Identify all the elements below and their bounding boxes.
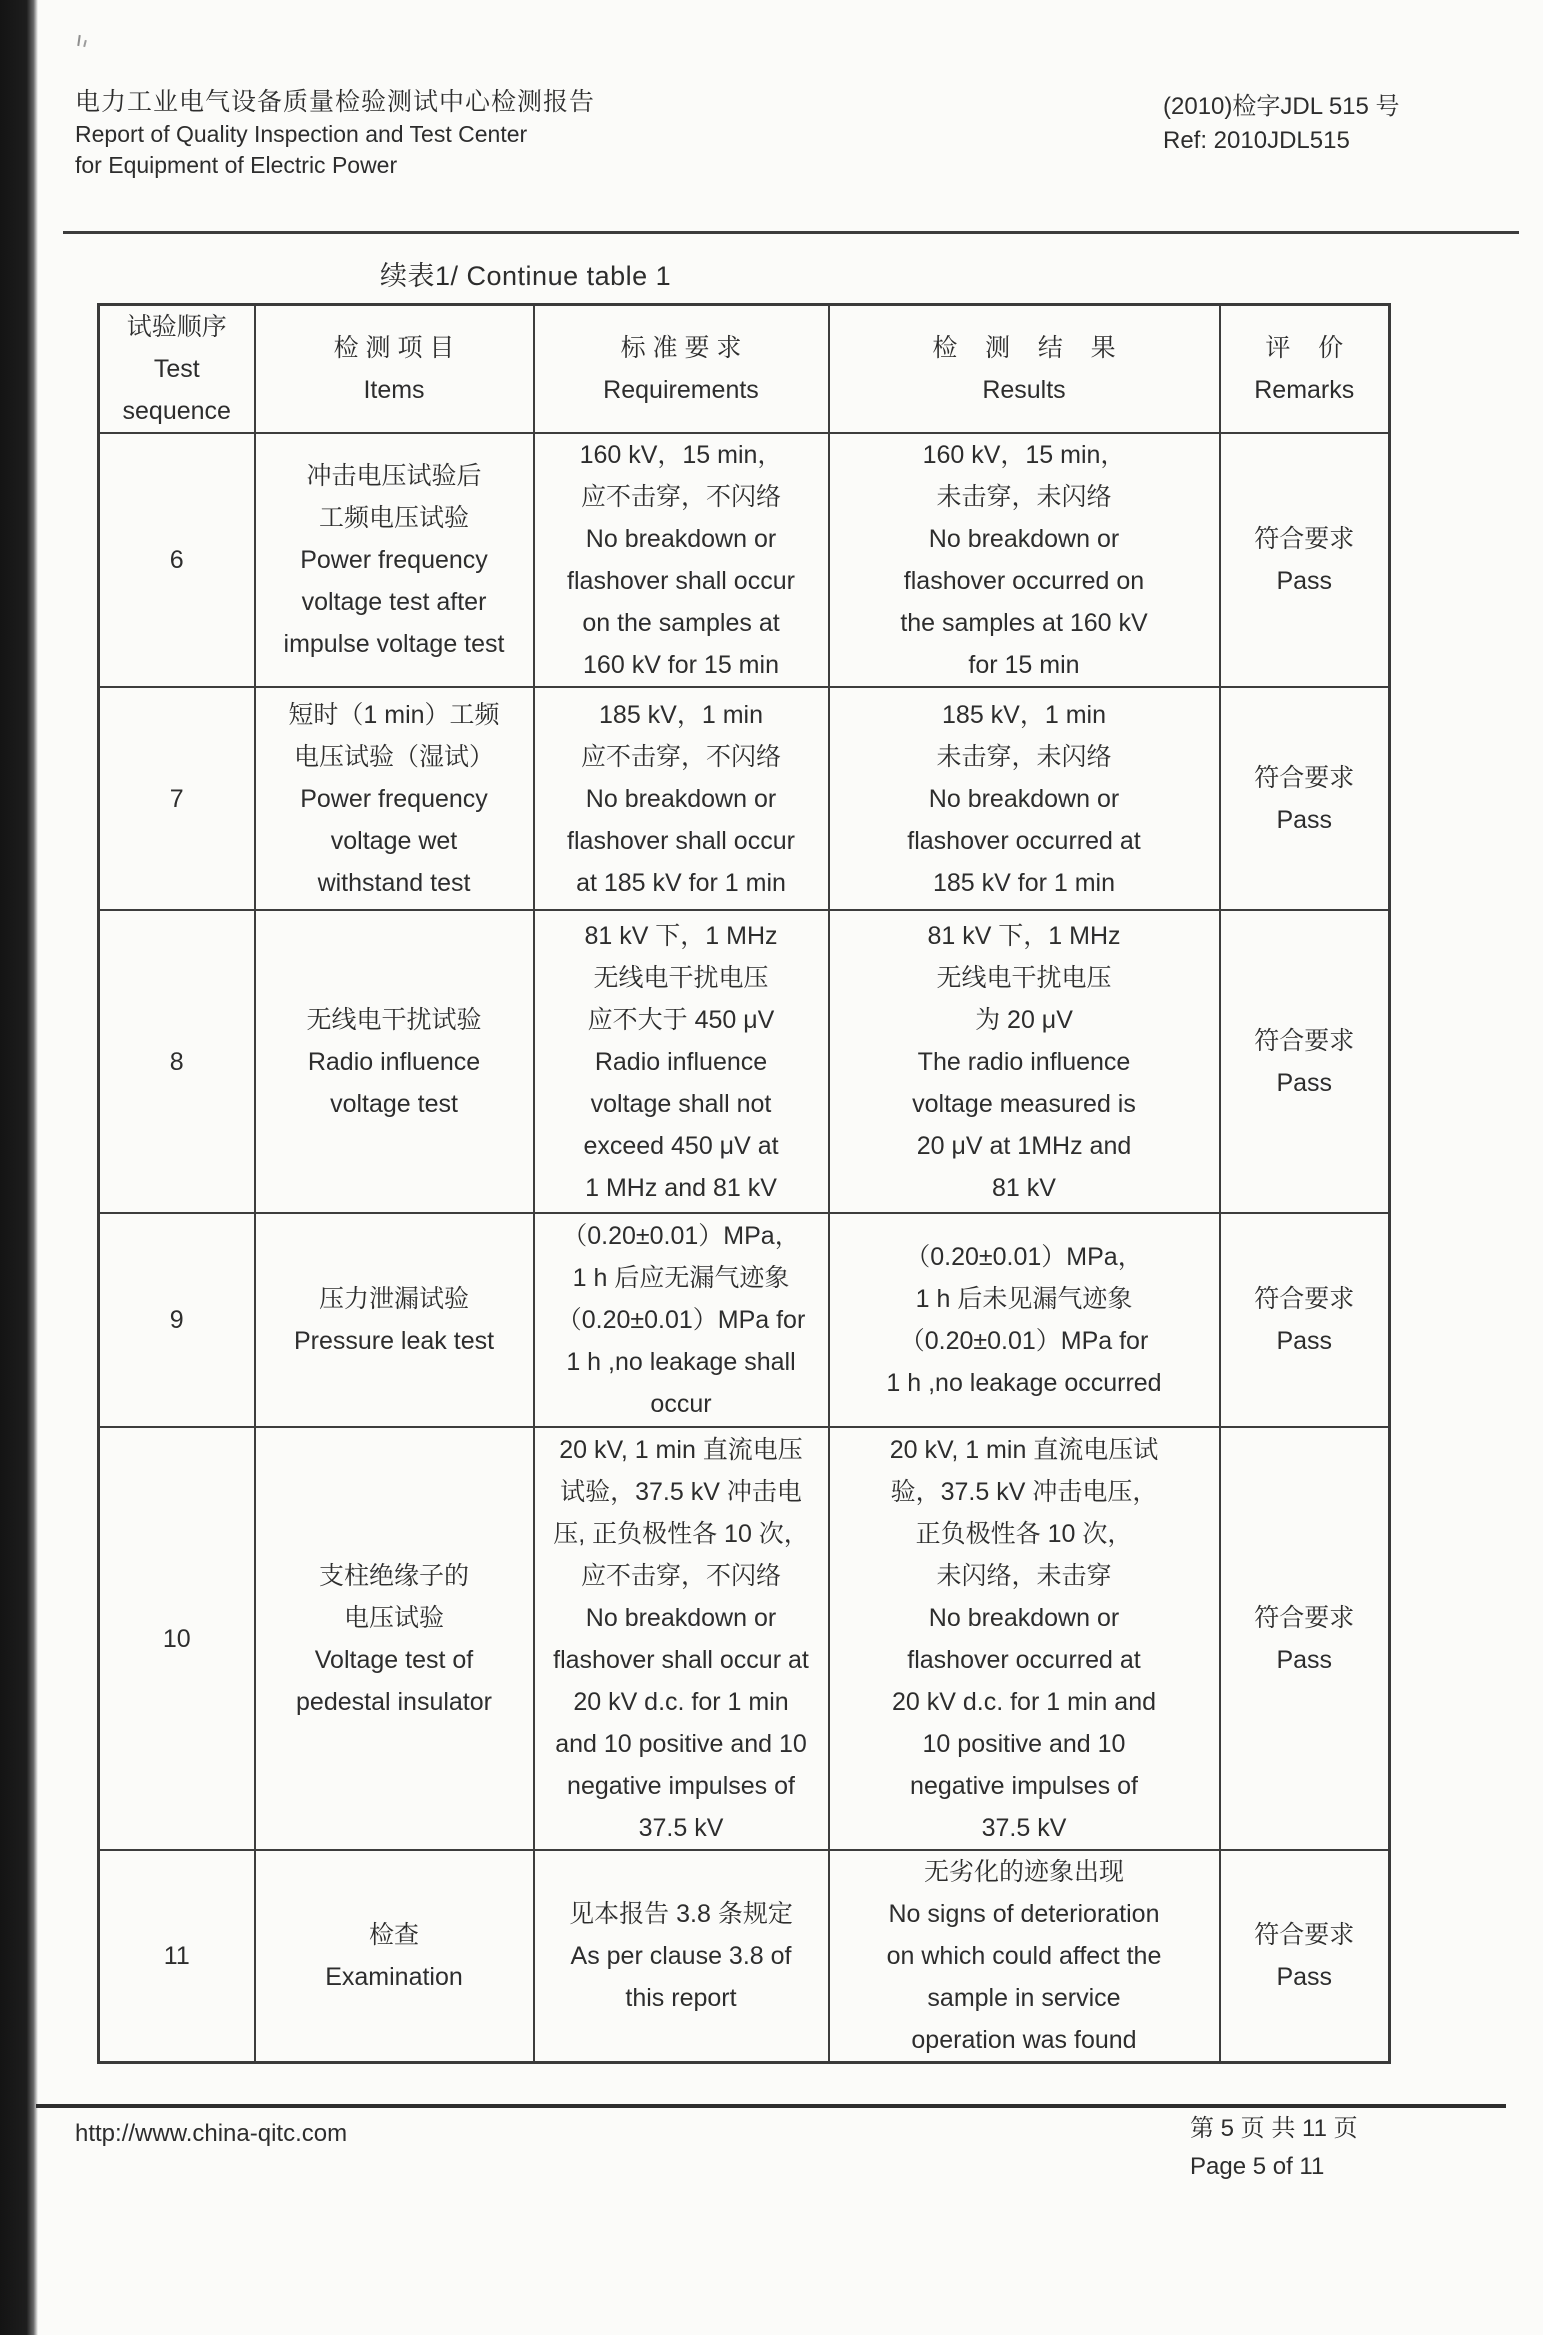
ref-number-zh: (2010)检字JDL 515 号 [1163,93,1400,120]
cell-line: voltage shall not [590,1089,772,1118]
cell-line: negative impulses of [910,1771,1138,1800]
cell-line: 6 [169,546,184,574]
cell-line: and 10 positive and 10 [555,1729,807,1758]
cell-line: Pass [1276,805,1333,834]
cell-test-sequence [99,687,255,910]
cell-remarks [1220,1213,1390,1427]
cell-line: 符合要求 [1254,1285,1355,1313]
cell-test-sequence [99,1427,255,1850]
cell-results [829,910,1220,1213]
cell-line: 电压试验 [343,1603,444,1632]
cell-results [829,433,1220,687]
cell-line: the samples at 160 kV [900,609,1148,637]
cell-test-sequence [99,1850,255,2063]
cell-line: 20 kV d.c. for 1 min and [891,1687,1157,1716]
cell-line: No signs of deterioration [888,1900,1160,1928]
cell-line: 评 价 [1265,334,1344,362]
cell-line: 185 kV，1 min [599,700,763,729]
cell-line: pedestal insulator [296,1687,492,1716]
cell-line: Radio influence [307,1047,481,1076]
cell-line: flashover shall occur at [553,1645,809,1674]
cell-line: Pass [1276,1645,1333,1674]
cell-remarks [1220,1850,1390,2063]
footer-divider [36,2104,1506,2108]
table-row-8 [99,910,1390,1213]
cell-line: 1 MHz and 81 kV [585,1173,777,1202]
cell-items [255,1213,534,1427]
cell-line: Items [363,376,425,404]
cell-line: Remarks [1254,376,1355,404]
cell-test-sequence [99,1213,255,1427]
cell-line: sample in service [927,1984,1121,2012]
org-title-en-line1: Report of Quality Inspection and Test Center [75,121,528,147]
cell-line: 检查 [368,1921,419,1949]
cell-line: 81 kV [992,1173,1056,1202]
cell-line: 11 [163,1942,190,1970]
report-header-left [75,86,595,181]
cell-line: 10 [162,1624,191,1653]
cell-items [255,1427,534,1850]
cell-line: Voltage test of [314,1645,474,1674]
cell-line: 应不击穿，不闪络 [580,483,781,511]
cell-line: Power frequency [300,546,488,574]
table-row-6 [99,433,1390,687]
cell-remarks [1220,1427,1390,1850]
scan-artifact-mark [74,34,90,50]
cell-line: 9 [169,1306,184,1334]
cell-line: 8 [169,1047,184,1076]
cell-line: 20 kV, 1 min 直流电压 [559,1435,803,1464]
cell-line: 见本报告 3.8 条规定 [569,1900,793,1928]
cell-line: 检 测 结 果 [932,334,1116,362]
table-title: 续表1/ Continue table 1 [380,261,672,291]
cell-requirements [534,433,829,687]
cell-line: As per clause 3.8 of [570,1942,792,1970]
cell-line: voltage wet [330,826,458,855]
cell-line: 压力泄漏试验 [318,1285,469,1313]
column-header-test-sequence [99,305,255,434]
cell-line: （0.20±0.01）MPa for [899,1327,1149,1355]
cell-line: 160 kV for 15 min [583,651,779,679]
cell-line: 无线电干扰电压 [936,963,1112,992]
cell-remarks [1220,687,1390,910]
footer-page-indicator [1190,2110,1358,2186]
cell-line: voltage test after [301,588,487,616]
cell-line: Requirements [603,376,759,404]
cell-line: （0.20±0.01）MPa for [556,1306,806,1334]
cell-requirements [534,1427,829,1850]
cell-line: 160 kV，15 min， [922,441,1126,469]
cell-line: 短时（1 min）工频 [288,700,500,729]
cell-line: 未击穿，未闪络 [936,483,1112,511]
cell-test-sequence [99,910,255,1213]
page-number-zh: 第 5 页 共 11 页 [1190,2115,1358,2142]
cell-line: No breakdown or [585,784,777,813]
cell-line: voltage test [330,1089,458,1118]
table-row-7 [99,687,1390,910]
cell-line: 7 [169,784,184,813]
cell-line: 20 kV, 1 min 直流电压试 [889,1435,1159,1464]
cell-line: 20 μV at 1MHz and [916,1131,1132,1160]
cell-line: 应不击穿，不闪络 [580,742,781,771]
cell-results [829,1427,1220,1850]
scan-edge-artifact [0,0,38,2335]
cell-line: 20 kV d.c. for 1 min [573,1687,789,1716]
cell-line: flashover shall occur [567,826,795,855]
cell-line: No breakdown or [928,1603,1120,1632]
cell-items [255,1850,534,2063]
cell-line: 1 h 后未见漏气迹象 [915,1285,1133,1313]
cell-line: flashover occurred at [907,826,1141,855]
cell-line: 压, 正负极性各 10 次， [553,1519,809,1548]
cell-line: at 185 kV for 1 min [576,868,786,897]
column-header-requirements [534,305,829,434]
cell-line: Power frequency [300,784,488,813]
cell-results [829,1850,1220,2063]
ref-number-en: Ref: 2010JDL515 [1163,127,1350,154]
cell-remarks [1220,910,1390,1213]
cell-remarks [1220,433,1390,687]
cell-requirements [534,687,829,910]
cell-line: 试验，37.5 kV 冲击电 [560,1477,802,1506]
cell-requirements [534,1850,829,2063]
cell-line: 81 kV 下，1 MHz [927,921,1121,950]
cell-line: 1 h 后应无漏气迹象 [572,1264,790,1292]
org-title-en-line2: for Equipment of Electric Power [75,152,398,178]
cell-line: flashover shall occur [567,567,795,595]
table-row-9 [99,1213,1390,1427]
cell-line: 电压试验（湿试） [293,742,494,771]
cell-line: Test [153,355,200,383]
cell-line: sequence [122,397,231,425]
cell-line: 符合要求 [1254,525,1355,553]
cell-line: 符合要求 [1254,1603,1355,1632]
cell-line: flashover occurred on [903,567,1145,595]
cell-line: operation was found [911,2026,1137,2054]
cell-line: The radio influence [917,1047,1131,1076]
cell-results [829,1213,1220,1427]
cell-requirements [534,910,829,1213]
cell-line: flashover occurred at [907,1645,1141,1674]
cell-line: No breakdown or [585,525,777,553]
cell-line: Pressure leak test [293,1327,495,1355]
cell-line: Results [982,376,1066,404]
cell-items [255,687,534,910]
cell-line: 无线电干扰试验 [306,1005,482,1034]
cell-line: 标 准 要 求 [620,334,742,362]
cell-line: （0.20±0.01）MPa， [905,1243,1143,1271]
org-title-zh: 电力工业电气设备质量检验测试中心检测报告 [75,88,596,116]
cell-line: voltage measured is [912,1089,1136,1118]
cell-results [829,687,1220,910]
cell-line: No breakdown or [585,1603,777,1632]
table-row-10 [99,1427,1390,1850]
cell-line: 未击穿，未闪络 [936,742,1112,771]
footer-url: http://www.china-qitc.com [75,2120,348,2147]
cell-line: 无线电干扰电压 [593,963,769,992]
cell-line: Pass [1276,1963,1333,1991]
page-number-en: Page 5 of 11 [1190,2153,1325,2180]
cell-line: 验，37.5 kV 冲击电压， [890,1477,1158,1506]
report-header-right [1163,90,1400,158]
cell-line: occur [650,1390,712,1418]
cell-line: 无劣化的迹象出现 [923,1858,1124,1886]
cell-line: exceed 450 μV at [583,1131,779,1160]
cell-items [255,433,534,687]
cell-line: 工频电压试验 [318,504,469,532]
cell-line: 符合要求 [1254,1026,1355,1055]
cell-line: 正负极性各 10 次， [915,1519,1133,1548]
cell-line: 试验顺序 [126,313,227,341]
cell-line: 37.5 kV [981,1813,1067,1842]
header-divider [63,231,1519,234]
cell-line: 37.5 kV [638,1813,724,1842]
cell-line: 为 20 μV [975,1005,1073,1034]
cell-line: 1 h ,no leakage occurred [886,1369,1162,1397]
cell-line: Pass [1276,1327,1333,1355]
cell-line: 81 kV 下，1 MHz [584,921,778,950]
cell-line: （0.20±0.01）MPa， [562,1222,800,1250]
cell-line: 185 kV，1 min [942,700,1106,729]
cell-line: 符合要求 [1254,1921,1355,1949]
cell-items [255,910,534,1213]
column-header-items [255,305,534,434]
cell-line: 应不击穿，不闪络 [580,1561,781,1590]
column-header-results [829,305,1220,434]
cell-line: 160 kV，15 min， [579,441,783,469]
column-header-remarks [1220,305,1390,434]
cell-line: on the samples at [582,609,780,637]
cell-line: 185 kV for 1 min [932,868,1116,897]
cell-line: 10 positive and 10 [922,1729,1126,1758]
cell-line: impulse voltage test [283,630,505,658]
cell-line: 未闪络，未击穿 [936,1561,1112,1590]
cell-line: this report [625,1984,737,2012]
cell-line: Pass [1276,1068,1333,1097]
cell-line: No breakdown or [928,525,1120,553]
cell-line: 支柱绝缘子的 [318,1561,469,1590]
cell-line: Pass [1276,567,1333,595]
cell-test-sequence [99,433,255,687]
table-header-row [99,305,1390,434]
cell-line: Radio influence [594,1047,768,1076]
cell-line: No breakdown or [928,784,1120,813]
cell-line: withstand test [317,868,471,897]
table-row-11 [99,1850,1390,2063]
cell-requirements [534,1213,829,1427]
cell-line: for 15 min [968,651,1080,679]
cell-line: negative impulses of [567,1771,795,1800]
cell-line: 冲击电压试验后 [306,462,482,490]
test-results-table [97,303,1391,2064]
cell-line: 应不大于 450 μV [587,1005,775,1034]
cell-line: on which could affect the [886,1942,1162,1970]
cell-line: 符合要求 [1254,763,1355,792]
cell-line: 检 测 项 目 [333,334,455,362]
cell-line: 1 h ,no leakage shall [566,1348,796,1376]
cell-line: Examination [325,1963,463,1991]
